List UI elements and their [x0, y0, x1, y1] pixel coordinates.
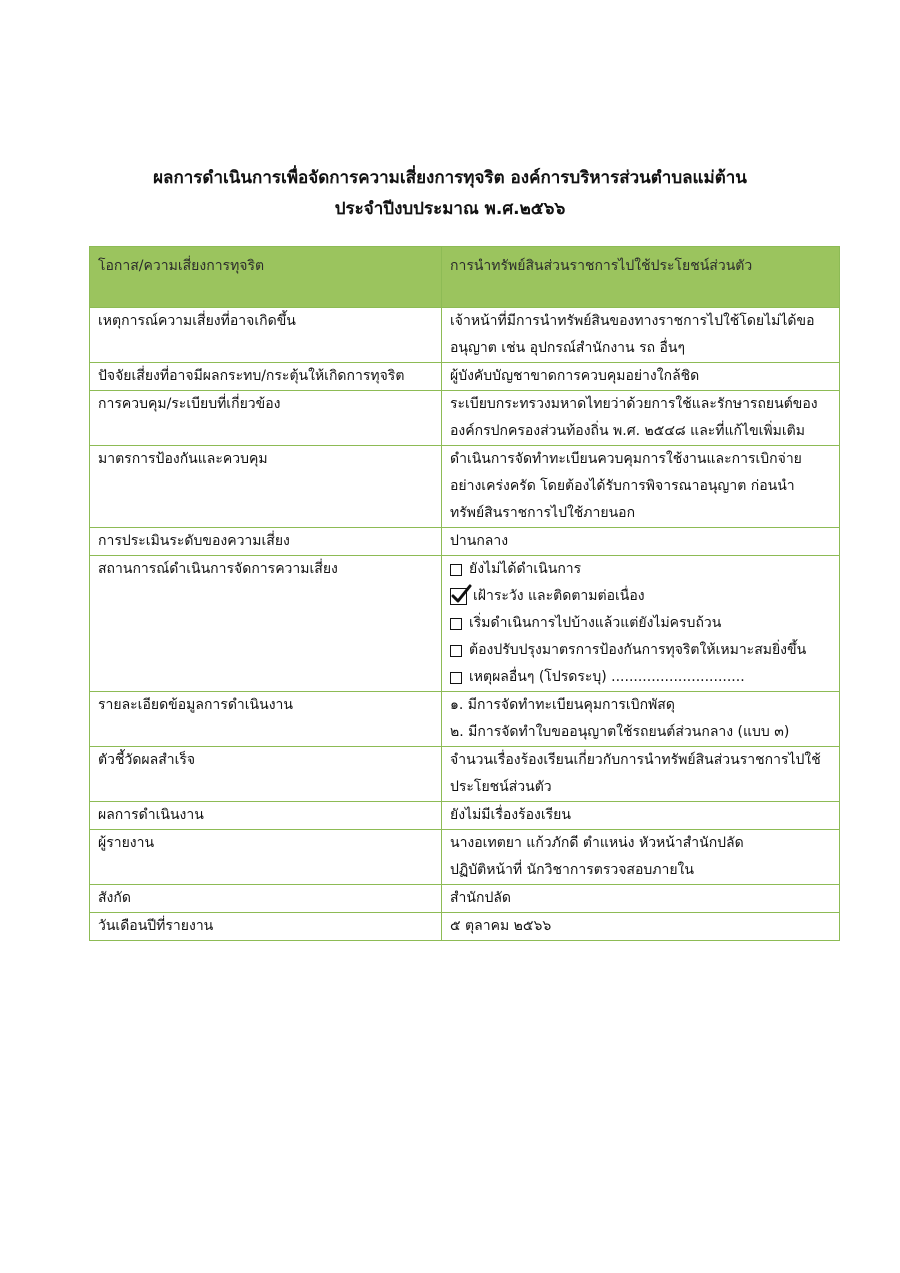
- status-option: [450, 610, 831, 637]
- table-row: [90, 913, 840, 941]
- row-value: [442, 363, 840, 391]
- header-value: การนำทรัพย์สินส่วนราชการไปใช้ประโยชน์ส่วนตัว: [442, 247, 840, 308]
- header-label: โอกาส/ความเสี่ยงการทุจริต: [90, 247, 442, 308]
- row-label: ผลการดำเนินงาน: [90, 802, 442, 830]
- row-value: [442, 830, 840, 885]
- status-option-label: ยังไม่ได้ดำเนินการ: [469, 561, 582, 577]
- row-value: [442, 446, 840, 528]
- table-row: [90, 747, 840, 802]
- row-label: การประเมินระดับของความเสี่ยง: [90, 528, 442, 556]
- row-value-line: ผู้บังคับบัญชาขาดการควบคุมอย่างใกล้ชิด: [450, 368, 700, 384]
- row-value: [442, 913, 840, 941]
- row-label: การควบคุม/ระเบียบที่เกี่ยวข้อง: [90, 391, 442, 446]
- row-value-line: ระเบียบกระทรวงมหาดไทยว่าด้วยการใช้และรักษารถยนต์ของ: [450, 396, 818, 412]
- row-label: สังกัด: [90, 885, 442, 913]
- status-row: [90, 556, 840, 692]
- table-row: [90, 885, 840, 913]
- status-label: สถานการณ์ดำเนินการจัดการความเสี่ยง: [90, 556, 442, 692]
- table-row: [90, 446, 840, 528]
- row-value-line: เจ้าหน้าที่มีการนำทรัพย์สินของทางราชการไปใช้โดยไม่ได้ขอ: [450, 313, 815, 329]
- status-option-label: เหตุผลอื่นๆ (โปรดระบุ) ..............................: [469, 669, 745, 685]
- status-option: [450, 637, 831, 664]
- row-value: [442, 692, 840, 747]
- unchecked-checkbox-icon: [450, 645, 462, 657]
- row-value-line: ปานกลาง: [450, 533, 509, 549]
- row-label: มาตรการป้องกันและควบคุม: [90, 446, 442, 528]
- row-value-line: ๕ ตุลาคม ๒๕๖๖: [450, 918, 552, 934]
- table-header-row: [90, 247, 840, 308]
- row-value-line: ๑. มีการจัดทำทะเบียนคุมการเบิกพัสดุ: [450, 697, 675, 713]
- row-value-line: นางอเทตยา แก้วภักดี ตำแหน่ง หัวหน้าสำนักปลัด: [450, 835, 744, 851]
- row-value: [442, 391, 840, 446]
- status-option-label: เฝ้าระวัง และติดตามต่อเนื่อง: [473, 588, 645, 604]
- row-value-line: สำนักปลัด: [450, 890, 512, 906]
- table-row: [90, 830, 840, 885]
- row-value-line: ประโยชน์ส่วนตัว: [450, 779, 552, 795]
- status-option: [450, 664, 831, 691]
- row-value: [442, 528, 840, 556]
- table-row: [90, 391, 840, 446]
- status-option: [450, 583, 831, 610]
- row-value-line: จำนวนเรื่องร้องเรียนเกี่ยวกับการนำทรัพย์สินส่วนราชการไปใช้: [450, 752, 821, 768]
- table-row: [90, 528, 840, 556]
- row-value-line: อย่างเคร่งครัด โดยต้องได้รับการพิจารณาอนุญาต ก่อนนำ: [450, 478, 795, 494]
- row-label: ตัวชี้วัดผลสำเร็จ: [90, 747, 442, 802]
- checked-checkbox-icon: [450, 588, 467, 605]
- table-row: [90, 802, 840, 830]
- row-label: วันเดือนปีที่รายงาน: [90, 913, 442, 941]
- document-title-line1: ผลการดำเนินการเพื่อจัดการความเสี่ยงการทุจริต องค์การบริหารส่วนตำบลแม่ต้าน: [153, 168, 747, 188]
- row-value-line: ยังไม่มีเรื่องร้องเรียน: [450, 807, 571, 823]
- row-value: [442, 747, 840, 802]
- row-label: ปัจจัยเสี่ยงที่อาจมีผลกระทบ/กระตุ้นให้เกิดการทุจริต: [90, 363, 442, 391]
- table-row: [90, 308, 840, 363]
- row-label: ผู้รายงาน: [90, 830, 442, 885]
- status-option: [450, 556, 831, 583]
- row-value-line: ดำเนินการจัดทำทะเบียนควบคุมการใช้งานและการเบิกจ่าย: [450, 451, 802, 467]
- risk-table: [89, 246, 840, 941]
- row-value: [442, 802, 840, 830]
- row-value-line: ๒. มีการจัดทำใบขออนุญาตใช้รถยนต์ส่วนกลาง (แบบ ๓): [450, 724, 790, 740]
- row-label: รายละเอียดข้อมูลการดำเนินงาน: [90, 692, 442, 747]
- row-value: [442, 885, 840, 913]
- table-row: [90, 692, 840, 747]
- row-value-line: อนุญาต เช่น อุปกรณ์สำนักงาน รถ อื่นๆ: [450, 340, 686, 356]
- table-row: [90, 363, 840, 391]
- row-value-line: ทรัพย์สินราชการไปใช้ภายนอก: [450, 505, 636, 521]
- unchecked-checkbox-icon: [450, 672, 462, 684]
- unchecked-checkbox-icon: [450, 564, 462, 576]
- status-option-label: เริ่มดำเนินการไปบ้างแล้วแต่ยังไม่ครบถ้วน: [469, 615, 722, 631]
- row-value-line: องค์กรปกครองส่วนท้องถิ่น พ.ศ. ๒๕๔๘ และที่แก้ไขเพิ่มเติม: [450, 423, 805, 439]
- row-value-line: ปฏิบัติหน้าที่ นักวิชาการตรวจสอบภายใน: [450, 862, 694, 878]
- row-value: [442, 308, 840, 363]
- status-option-label: ต้องปรับปรุงมาตรการป้องกันการทุจริตให้เหมาะสมยิ่งขึ้น: [469, 642, 807, 658]
- status-options: [442, 556, 840, 692]
- row-label: เหตุการณ์ความเสี่ยงที่อาจเกิดขึ้น: [90, 308, 442, 363]
- document-title-line2: ประจำปีงบประมาณ พ.ศ.๒๕๖๖: [334, 199, 566, 219]
- unchecked-checkbox-icon: [450, 618, 462, 630]
